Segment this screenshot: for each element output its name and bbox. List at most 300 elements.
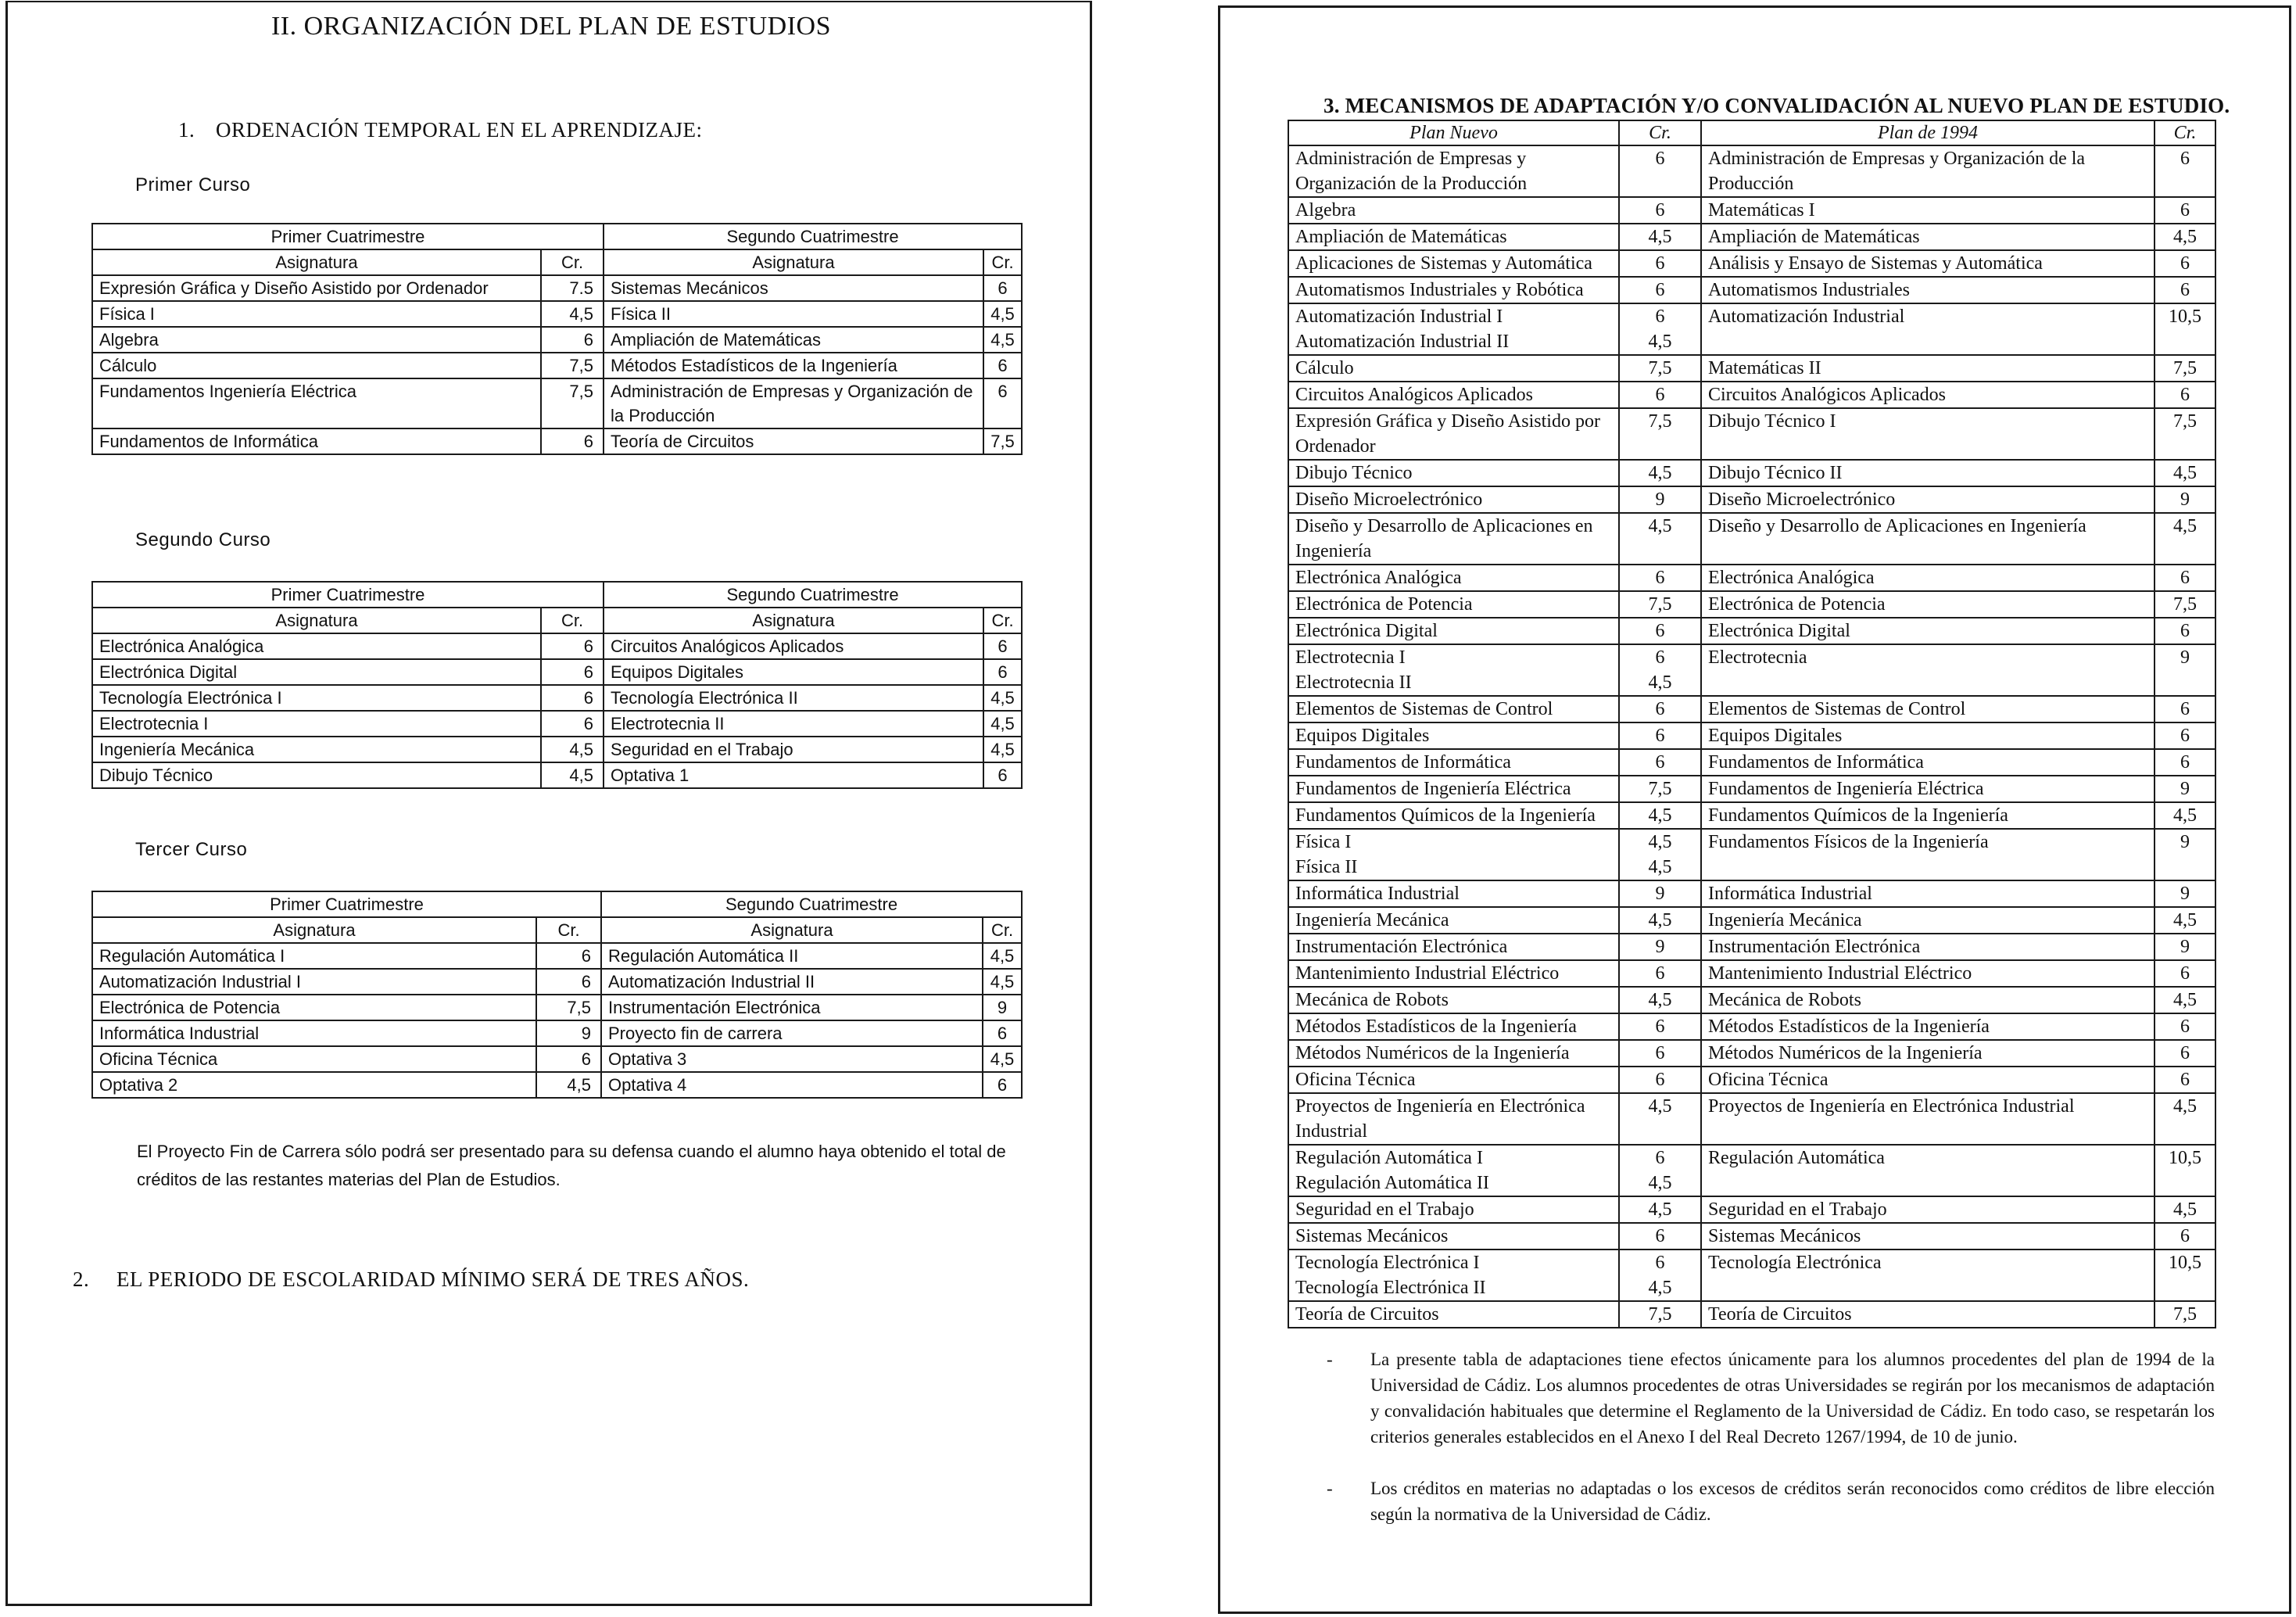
old-plan-subject: Fundamentos Físicos de la Ingeniería	[1701, 829, 2155, 880]
credit-value: 7,5	[1648, 779, 1672, 799]
new-plan-subject	[1288, 277, 1619, 303]
old-plan-credits: 9	[2155, 880, 2215, 907]
new-plan-credits	[1619, 802, 1701, 829]
bullet-dash: -	[1327, 1479, 1333, 1498]
bullet-dash: -	[1327, 1350, 1333, 1369]
credits-first-semester: 6	[541, 711, 604, 737]
credit-value: 6	[1655, 752, 1665, 773]
credit-value: 6	[1655, 621, 1665, 641]
subject-name: Administración de Empresas y Organización de la Producción	[1295, 149, 1528, 194]
credit-value: 6	[1655, 726, 1665, 746]
old-plan-subject: Teoría de Circuitos	[1701, 1301, 2155, 1328]
new-plan-credits	[1619, 460, 1701, 486]
new-plan-subject	[1288, 1223, 1619, 1250]
new-plan-subject	[1288, 1250, 1619, 1301]
subject-first-semester: Cálculo	[92, 353, 541, 378]
credits-second-semester: 6	[983, 275, 1022, 301]
old-plan-credits: 7,5	[2155, 591, 2215, 618]
credits-first-semester: 7.5	[541, 275, 604, 301]
new-plan-credits	[1619, 303, 1701, 355]
credit-value: 6	[1655, 1070, 1665, 1090]
old-plan-credits: 4,5	[2155, 460, 2215, 486]
subject-first-semester: Física I	[92, 301, 541, 327]
subject-name: Aplicaciones de Sistemas y Automática	[1295, 253, 1592, 274]
credit-value: 7,5	[1648, 1304, 1672, 1325]
header-new-plan: Plan Nuevo	[1288, 120, 1619, 145]
credits-first-semester: 9	[536, 1020, 601, 1046]
table-row	[92, 969, 1022, 995]
credit-value: 4,5	[1648, 832, 1672, 852]
table-row	[1288, 960, 2215, 987]
credits-second-semester: 4,5	[983, 737, 1022, 762]
new-plan-subject	[1288, 907, 1619, 934]
course-table-segundo	[91, 581, 1023, 789]
old-plan-subject: Matemáticas I	[1701, 197, 2155, 224]
credit-value: 4,5	[1648, 910, 1672, 930]
table-row	[1288, 565, 2215, 591]
new-plan-subject	[1288, 880, 1619, 907]
subject-name: Electrónica Digital	[1295, 621, 1438, 641]
credits-first-semester: 4,5	[541, 762, 604, 788]
course-table-primer	[91, 223, 1023, 455]
subject-name: Instrumentación Electrónica	[1295, 937, 1508, 957]
credits-first-semester: 6	[541, 685, 604, 711]
credit-value: 6	[1655, 280, 1665, 300]
subject-name: Automatismos Industriales y Robótica	[1295, 280, 1584, 300]
old-plan-subject: Fundamentos de Ingeniería Eléctrica	[1701, 776, 2155, 802]
new-plan-credits	[1619, 1250, 1701, 1301]
table-row	[1288, 987, 2215, 1013]
note-text: La presente tabla de adaptaciones tiene efectos únicamente para los alumnos procedentes del plan de 1994 de la Universidad de Cádiz. Los alumnos procedentes de otras Universidades se regirán por los mecanismos de adaptación y convalidación habituales que determine el Reglamento de la Universidad de Cádiz. En todo caso, se respetarán los criterios generales establecidos en el Anexo I del Real Decreto 1267/1994, de 10 de junio.	[1370, 1350, 2215, 1447]
table-row	[1288, 1301, 2215, 1328]
subject-first-semester: Ingeniería Mecánica	[92, 737, 541, 762]
subject-header: Asignatura	[604, 608, 983, 633]
credit-value: 6	[1655, 699, 1665, 719]
second-semester-header: Segundo Cuatrimestre	[604, 582, 1022, 608]
new-plan-credits	[1619, 1013, 1701, 1040]
subject-name: Métodos Numéricos de la Ingeniería	[1295, 1043, 1570, 1063]
table-row	[1288, 1145, 2215, 1196]
new-plan-subject	[1288, 1040, 1619, 1067]
old-plan-credits: 4,5	[2155, 802, 2215, 829]
new-plan-credits	[1619, 382, 1701, 408]
table-row	[1288, 591, 2215, 618]
credits-second-semester: 4,5	[983, 711, 1022, 737]
new-plan-credits	[1619, 749, 1701, 776]
new-plan-subject	[1288, 722, 1619, 749]
course-table-tercer	[91, 891, 1023, 1099]
new-plan-credits	[1619, 1223, 1701, 1250]
table-row	[92, 1046, 1022, 1072]
table-row	[1288, 907, 2215, 934]
old-plan-credits: 6	[2155, 382, 2215, 408]
subject-name: Tecnología Electrónica II	[1295, 1278, 1486, 1298]
old-plan-credits: 6	[2155, 1013, 2215, 1040]
course-label-tercer: Tercer Curso	[135, 839, 248, 860]
old-plan-subject: Ingeniería Mecánica	[1701, 907, 2155, 934]
credit-value: 6	[1655, 1148, 1665, 1168]
old-plan-subject: Dibujo Técnico I	[1701, 408, 2155, 460]
subject-first-semester: Algebra	[92, 327, 541, 353]
subject-name: Regulación Automática I	[1295, 1148, 1483, 1168]
subject-second-semester: Electrotecnia II	[604, 711, 983, 737]
new-plan-subject	[1288, 934, 1619, 960]
old-plan-credits: 7,5	[2155, 355, 2215, 382]
old-plan-credits: 6	[2155, 749, 2215, 776]
old-plan-credits: 9	[2155, 934, 2215, 960]
table-row	[92, 1072, 1022, 1098]
subject-header: Asignatura	[92, 608, 541, 633]
subject-first-semester: Regulación Automática I	[92, 943, 536, 969]
old-plan-credits: 6	[2155, 250, 2215, 277]
old-plan-credits: 10,5	[2155, 303, 2215, 355]
table-row	[1288, 224, 2215, 250]
credit-value: 4,5	[1648, 990, 1672, 1010]
subject-name: Fundamentos de Ingeniería Eléctrica	[1295, 779, 1571, 799]
old-plan-subject: Tecnología Electrónica	[1701, 1250, 2155, 1301]
subject-name: Electrotecnia I	[1295, 647, 1406, 668]
table-row	[1288, 880, 2215, 907]
credits-header: Cr.	[541, 249, 604, 275]
old-plan-subject: Automatización Industrial	[1701, 303, 2155, 355]
second-semester-header: Segundo Cuatrimestre	[601, 891, 1022, 917]
header-credits: Cr.	[1619, 120, 1701, 145]
credit-value: 7,5	[1648, 594, 1672, 615]
credits-header: Cr.	[983, 608, 1022, 633]
subject-name: Física I	[1295, 832, 1352, 852]
old-plan-credits: 6	[2155, 277, 2215, 303]
new-plan-credits	[1619, 250, 1701, 277]
new-plan-credits	[1619, 907, 1701, 934]
subject-name: Circuitos Analógicos Aplicados	[1295, 385, 1533, 405]
new-plan-credits	[1619, 1093, 1701, 1145]
credits-second-semester: 4,5	[983, 943, 1022, 969]
old-plan-subject: Mecánica de Robots	[1701, 987, 2155, 1013]
old-plan-credits: 9	[2155, 829, 2215, 880]
subject-name: Fundamentos Químicos de la Ingeniería	[1295, 805, 1596, 826]
table-row	[1288, 1196, 2215, 1223]
subject-name: Automatización Industrial I	[1295, 307, 1503, 327]
subject-name: Expresión Gráfica y Diseño Asistido por Ordenador	[1295, 411, 1600, 457]
credit-value: 6	[1655, 1043, 1665, 1063]
credits-second-semester: 9	[983, 995, 1022, 1020]
subject-first-semester: Fundamentos Ingeniería Eléctrica	[92, 378, 541, 428]
credit-value: 9	[1655, 884, 1665, 904]
new-plan-credits	[1619, 513, 1701, 565]
new-plan-credits	[1619, 1145, 1701, 1196]
old-plan-credits: 6	[2155, 1040, 2215, 1067]
table-row	[1288, 250, 2215, 277]
new-plan-subject	[1288, 303, 1619, 355]
old-plan-subject: Proyectos de Ingeniería en Electrónica Industrial	[1701, 1093, 2155, 1145]
subject-name: Seguridad en el Trabajo	[1295, 1199, 1474, 1220]
old-plan-credits: 9	[2155, 644, 2215, 696]
subject-name: Fundamentos de Informática	[1295, 752, 1511, 773]
credits-first-semester: 6	[541, 428, 604, 454]
column-header-row	[92, 608, 1022, 633]
old-plan-credits: 4,5	[2155, 224, 2215, 250]
new-plan-credits	[1619, 776, 1701, 802]
credits-first-semester: 6	[541, 327, 604, 353]
old-plan-subject: Matemáticas II	[1701, 355, 2155, 382]
credit-value: 4,5	[1648, 857, 1672, 877]
table-row	[1288, 802, 2215, 829]
old-plan-credits: 10,5	[2155, 1250, 2215, 1301]
credits-first-semester: 7,5	[536, 995, 601, 1020]
subject-header: Asignatura	[92, 917, 536, 943]
adaptation-table	[1288, 120, 2216, 1328]
new-plan-subject	[1288, 460, 1619, 486]
old-plan-credits: 6	[2155, 197, 2215, 224]
subject-second-semester: Optativa 1	[604, 762, 983, 788]
subject-second-semester: Optativa 4	[601, 1072, 983, 1098]
new-plan-subject	[1288, 644, 1619, 696]
credits-second-semester: 7,5	[983, 428, 1022, 454]
semester-header-row	[92, 582, 1022, 608]
subject-name: Sistemas Mecánicos	[1295, 1226, 1449, 1246]
new-plan-credits	[1619, 829, 1701, 880]
table-row	[92, 353, 1022, 378]
table-row	[92, 659, 1022, 685]
new-plan-subject	[1288, 987, 1619, 1013]
table-row	[92, 327, 1022, 353]
old-plan-credits: 6	[2155, 565, 2215, 591]
table-row	[92, 762, 1022, 788]
credits-second-semester: 4,5	[983, 301, 1022, 327]
new-plan-credits	[1619, 408, 1701, 460]
old-plan-credits: 6	[2155, 1223, 2215, 1250]
credits-second-semester: 4,5	[983, 969, 1022, 995]
new-plan-credits	[1619, 696, 1701, 722]
new-plan-subject	[1288, 1301, 1619, 1328]
column-header-row	[92, 249, 1022, 275]
subject-first-semester: Oficina Técnica	[92, 1046, 536, 1072]
subject-first-semester: Electrotecnia I	[92, 711, 541, 737]
old-plan-credits: 6	[2155, 1067, 2215, 1093]
credits-second-semester: 6	[983, 762, 1022, 788]
table-row	[1288, 382, 2215, 408]
credits-first-semester: 7,5	[541, 378, 604, 428]
old-plan-subject: Diseño y Desarrollo de Aplicaciones en Ingeniería	[1701, 513, 2155, 565]
credit-value: 4,5	[1648, 227, 1672, 247]
subject-name: Algebra	[1295, 200, 1356, 220]
table-row	[92, 995, 1022, 1020]
first-semester-header: Primer Cuatrimestre	[92, 582, 604, 608]
subject-second-semester: Circuitos Analógicos Aplicados	[604, 633, 983, 659]
table-row	[1288, 1093, 2215, 1145]
credit-value: 6	[1655, 647, 1665, 668]
old-plan-credits: 10,5	[2155, 1145, 2215, 1196]
new-plan-subject	[1288, 960, 1619, 987]
new-plan-subject	[1288, 408, 1619, 460]
new-plan-subject	[1288, 145, 1619, 197]
table-row	[1288, 1040, 2215, 1067]
subject-name: Elementos de Sistemas de Control	[1295, 699, 1553, 719]
new-plan-credits	[1619, 1301, 1701, 1328]
subject-name: Tecnología Electrónica I	[1295, 1253, 1480, 1273]
credits-second-semester: 6	[983, 659, 1022, 685]
credit-value: 7,5	[1648, 358, 1672, 378]
subject-first-semester: Fundamentos de Informática	[92, 428, 541, 454]
table-row	[1288, 776, 2215, 802]
subject-name: Oficina Técnica	[1295, 1070, 1416, 1090]
old-plan-subject: Electrónica de Potencia	[1701, 591, 2155, 618]
table-row	[1288, 303, 2215, 355]
subject-second-semester: Ampliación de Matemáticas	[604, 327, 983, 353]
credit-value: 4,5	[1648, 1278, 1672, 1298]
subject-name: Electrotecnia II	[1295, 672, 1412, 693]
table-row	[1288, 934, 2215, 960]
old-plan-subject: Fundamentos Químicos de la Ingeniería	[1701, 802, 2155, 829]
old-plan-credits: 6	[2155, 722, 2215, 749]
credit-value: 4,5	[1648, 332, 1672, 352]
table-row	[1288, 722, 2215, 749]
section-number: 1.	[178, 118, 195, 142]
table-row	[1288, 277, 2215, 303]
subject-name: Diseño Microelectrónico	[1295, 489, 1483, 510]
credit-value: 6	[1655, 385, 1665, 405]
subject-name: Dibujo Técnico	[1295, 463, 1413, 483]
credits-header: Cr.	[536, 917, 601, 943]
table-row	[92, 737, 1022, 762]
credit-value: 6	[1655, 253, 1665, 274]
credits-first-semester: 4,5	[536, 1072, 601, 1098]
old-plan-credits: 7,5	[2155, 408, 2215, 460]
subject-header: Asignatura	[601, 917, 983, 943]
credit-value: 4,5	[1648, 516, 1672, 536]
table-row	[1288, 829, 2215, 880]
new-plan-credits	[1619, 618, 1701, 644]
old-plan-subject: Métodos Estadísticos de la Ingeniería	[1701, 1013, 2155, 1040]
note-item	[1324, 1475, 2215, 1527]
credits-first-semester: 6	[536, 943, 601, 969]
new-plan-subject	[1288, 486, 1619, 513]
subject-second-semester: Tecnología Electrónica II	[604, 685, 983, 711]
new-plan-credits	[1619, 987, 1701, 1013]
project-note: El Proyecto Fin de Carrera sólo podrá ser presentado para su defensa cuando el alumno haya obtenido el total de créditos de las restantes materias del Plan de Estudios.	[137, 1142, 1006, 1189]
table-row	[92, 943, 1022, 969]
credit-value: 6	[1655, 568, 1665, 588]
credits-second-semester: 6	[983, 378, 1022, 428]
old-plan-credits: 4,5	[2155, 987, 2215, 1013]
table-row	[92, 275, 1022, 301]
table-row	[1288, 749, 2215, 776]
table-row	[92, 428, 1022, 454]
old-plan-subject: Sistemas Mecánicos	[1701, 1223, 2155, 1250]
subject-name: Ingeniería Mecánica	[1295, 910, 1449, 930]
new-plan-credits	[1619, 277, 1701, 303]
subject-name: Equipos Digitales	[1295, 726, 1430, 746]
header-old-plan: Plan de 1994	[1701, 120, 2155, 145]
subject-name: Informática Industrial	[1295, 884, 1460, 904]
credit-value: 9	[1655, 489, 1665, 510]
new-plan-credits	[1619, 565, 1701, 591]
table-row	[1288, 355, 2215, 382]
new-plan-credits	[1619, 644, 1701, 696]
new-plan-subject	[1288, 1196, 1619, 1223]
subject-first-semester: Expresión Gráfica y Diseño Asistido por Ordenador	[92, 275, 541, 301]
credit-value: 6	[1655, 963, 1665, 984]
notes-list	[1324, 1346, 2215, 1553]
semester-header-row	[92, 224, 1022, 249]
old-plan-subject: Informática Industrial	[1701, 880, 2155, 907]
new-plan-subject	[1288, 1013, 1619, 1040]
credit-value: 4,5	[1648, 1199, 1672, 1220]
subject-second-semester: Regulación Automática II	[601, 943, 983, 969]
subject-name: Mecánica de Robots	[1295, 990, 1449, 1010]
adaptation-header-row	[1288, 120, 2215, 145]
credit-value: 4,5	[1648, 1173, 1672, 1193]
subject-first-semester: Electrónica de Potencia	[92, 995, 536, 1020]
subject-name: Electrónica Analógica	[1295, 568, 1462, 588]
old-plan-subject: Métodos Numéricos de la Ingeniería	[1701, 1040, 2155, 1067]
note-item	[1324, 1346, 2215, 1450]
left-page	[5, 1, 1092, 1606]
subject-first-semester: Tecnología Electrónica I	[92, 685, 541, 711]
new-plan-subject	[1288, 802, 1619, 829]
credits-header: Cr.	[541, 608, 604, 633]
credits-first-semester: 6	[536, 1046, 601, 1072]
table-row	[92, 633, 1022, 659]
table-row	[1288, 486, 2215, 513]
new-plan-subject	[1288, 355, 1619, 382]
credits-first-semester: 4,5	[541, 737, 604, 762]
table-row	[1288, 1013, 2215, 1040]
table-row	[92, 1020, 1022, 1046]
credits-second-semester: 6	[983, 1072, 1022, 1098]
new-plan-subject	[1288, 829, 1619, 880]
table-row	[1288, 1250, 2215, 1301]
credits-second-semester: 6	[983, 353, 1022, 378]
old-plan-credits: 6	[2155, 618, 2215, 644]
table-row	[1288, 513, 2215, 565]
credit-value: 9	[1655, 937, 1665, 957]
subject-name: Regulación Automática II	[1295, 1173, 1489, 1193]
column-header-row	[92, 917, 1022, 943]
subject-name: Electrónica de Potencia	[1295, 594, 1473, 615]
subject-second-semester: Optativa 3	[601, 1046, 983, 1072]
credits-header: Cr.	[983, 249, 1022, 275]
old-plan-subject: Ampliación de Matemáticas	[1701, 224, 2155, 250]
first-semester-header: Primer Cuatrimestre	[92, 224, 604, 249]
old-plan-credits: 4,5	[2155, 907, 2215, 934]
new-plan-credits	[1619, 591, 1701, 618]
old-plan-credits: 9	[2155, 776, 2215, 802]
subject-second-semester: Administración de Empresas y Organización de la Producción	[604, 378, 983, 428]
new-plan-subject	[1288, 1067, 1619, 1093]
subject-first-semester: Informática Industrial	[92, 1020, 536, 1046]
page-title: II. ORGANIZACIÓN DEL PLAN DE ESTUDIOS	[270, 12, 832, 41]
new-plan-subject	[1288, 1093, 1619, 1145]
credit-value: 6	[1655, 149, 1665, 169]
table-row	[1288, 696, 2215, 722]
old-plan-credits: 4,5	[2155, 513, 2215, 565]
subject-second-semester: Instrumentación Electrónica	[601, 995, 983, 1020]
old-plan-subject: Diseño Microelectrónico	[1701, 486, 2155, 513]
old-plan-credits: 6	[2155, 145, 2215, 197]
subject-name: Teoría de Circuitos	[1295, 1304, 1439, 1325]
new-plan-credits	[1619, 145, 1701, 197]
table-row	[1288, 644, 2215, 696]
new-plan-subject	[1288, 696, 1619, 722]
table-row	[92, 378, 1022, 428]
old-plan-subject: Elementos de Sistemas de Control	[1701, 696, 2155, 722]
credits-first-semester: 6	[541, 633, 604, 659]
subject-first-semester: Electrónica Analógica	[92, 633, 541, 659]
first-semester-header: Primer Cuatrimestre	[92, 891, 601, 917]
old-plan-credits: 6	[2155, 960, 2215, 987]
subject-second-semester: Métodos Estadísticos de la Ingeniería	[604, 353, 983, 378]
